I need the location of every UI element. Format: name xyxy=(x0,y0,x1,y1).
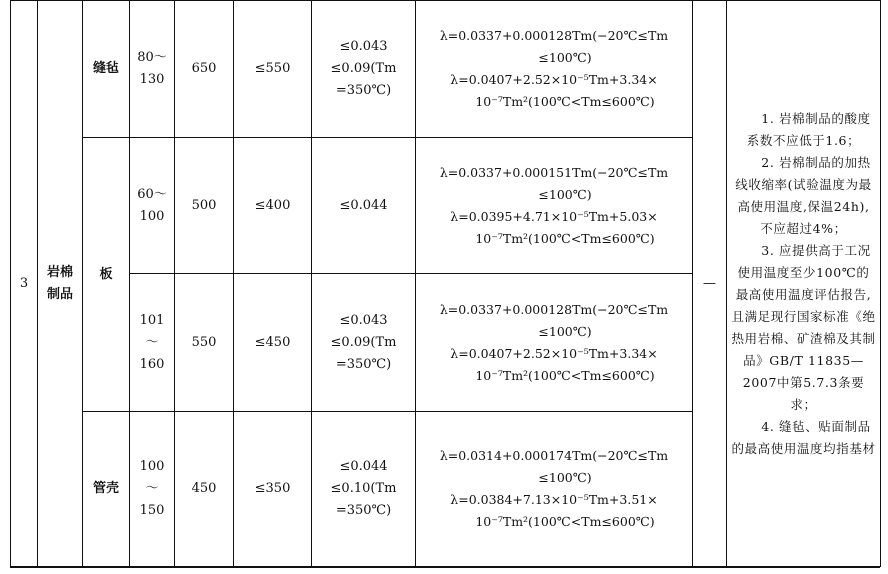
density-cell: 101～160 xyxy=(130,274,175,412)
formula-line: λ=0.0337+0.000128Tm(−20℃≤Tm xyxy=(439,28,669,43)
formula-line: 10⁻⁷Tm²(100℃<Tm≤600℃) xyxy=(475,230,655,246)
formula-cell xyxy=(416,1,693,138)
row-number: 3 xyxy=(11,1,38,567)
usage-temp-cell: ≤550 xyxy=(234,1,312,138)
conductivity-line: ≤0.044 xyxy=(339,197,388,213)
table-row xyxy=(11,1,881,138)
conductivity-line: ≤0.09(Tm xyxy=(330,61,397,76)
density-value: 80～130 xyxy=(137,50,167,87)
conductivity-line: ≤0.09(Tm xyxy=(330,334,397,350)
max-temp-cell: 550 xyxy=(175,274,234,412)
conductivity-line: ≤0.10(Tm xyxy=(330,481,397,496)
note-item: 1. 岩棉制品的酸度系数不应低于1.6； xyxy=(746,110,871,148)
formula-line: ≤100℃) xyxy=(538,323,592,339)
conductivity-line: =350℃) xyxy=(335,83,392,98)
conductivity-cell xyxy=(312,138,416,274)
bottom-rule xyxy=(10,566,880,568)
form-cell: 板 xyxy=(83,138,130,412)
formula-line: λ=0.0314+0.000174Tm(−20℃≤Tm xyxy=(439,448,669,463)
max-temp-cell: 500 xyxy=(175,138,234,274)
formula-cell xyxy=(416,274,693,412)
conductivity-line: =350℃) xyxy=(335,356,392,372)
formula-line: 10⁻⁷Tm²(100℃<Tm≤600℃) xyxy=(475,367,655,383)
conductivity-line: ≤0.043 xyxy=(339,39,388,54)
max-temp-cell: 650 xyxy=(175,1,234,138)
notes-cell xyxy=(727,1,881,567)
category-cell xyxy=(38,1,83,567)
formula-cell xyxy=(416,412,693,567)
form-cell: 管壳 xyxy=(83,412,130,567)
spec-table xyxy=(10,0,881,567)
formula-line: ≤100℃) xyxy=(538,50,592,65)
conductivity-line: ≤0.044 xyxy=(339,459,388,474)
formula-line: 10⁻⁷Tm²(100℃<Tm≤600℃) xyxy=(475,94,655,109)
formula-line: ≤100℃) xyxy=(538,186,592,202)
usage-temp-cell: ≤400 xyxy=(234,138,312,274)
formula-cell xyxy=(416,138,693,274)
conductivity-cell xyxy=(312,1,416,138)
conductivity-line: =350℃) xyxy=(335,503,392,518)
note-item: 4. 缝毡、贴面制品的最高使用温度均指基材 xyxy=(731,418,876,456)
usage-temp-cell: ≤450 xyxy=(234,274,312,412)
note-item: 3. 应提供高于工况使用温度至少100℃的最高使用温度评估报告,且满足现行国家标准《绝热用岩棉、矿渣棉及其制品》GB/T 11835—2007中第5.7.3条要求； xyxy=(731,242,876,412)
density-cell: 100～150 xyxy=(130,412,175,567)
formula-line: λ=0.0337+0.000151Tm(−20℃≤Tm xyxy=(439,164,669,180)
formula-line: λ=0.0395+4.71×10⁻⁵Tm+5.03× xyxy=(450,208,658,224)
formula-line: λ=0.0337+0.000128Tm(−20℃≤Tm xyxy=(439,301,669,317)
conductivity-cell xyxy=(312,274,416,412)
category-label: 岩棉制品 xyxy=(46,264,73,302)
conductivity-cell xyxy=(312,412,416,567)
density-cell xyxy=(130,1,175,138)
formula-line: ≤100℃) xyxy=(538,470,592,485)
max-temp-cell: 450 xyxy=(175,412,234,567)
formula-line: 10⁻⁷Tm²(100℃<Tm≤600℃) xyxy=(475,514,655,529)
formula-line: λ=0.0407+2.52×10⁻⁵Tm+3.34× xyxy=(450,72,658,87)
conductivity-line: ≤0.043 xyxy=(339,312,388,328)
density-cell: 60～100 xyxy=(130,138,175,274)
form-cell: 缝毡 xyxy=(83,1,130,138)
note-item: 2. 岩棉制品的加热线收缩率(试验温度为最高使用温度,保温24h),不应超过4%； xyxy=(735,154,872,236)
formula-line: λ=0.0384+7.13×10⁻⁵Tm+3.51× xyxy=(450,492,658,507)
formula-line: λ=0.0407+2.52×10⁻⁵Tm+3.34× xyxy=(450,345,658,361)
other-cell: — xyxy=(693,1,727,567)
usage-temp-cell: ≤350 xyxy=(234,412,312,567)
